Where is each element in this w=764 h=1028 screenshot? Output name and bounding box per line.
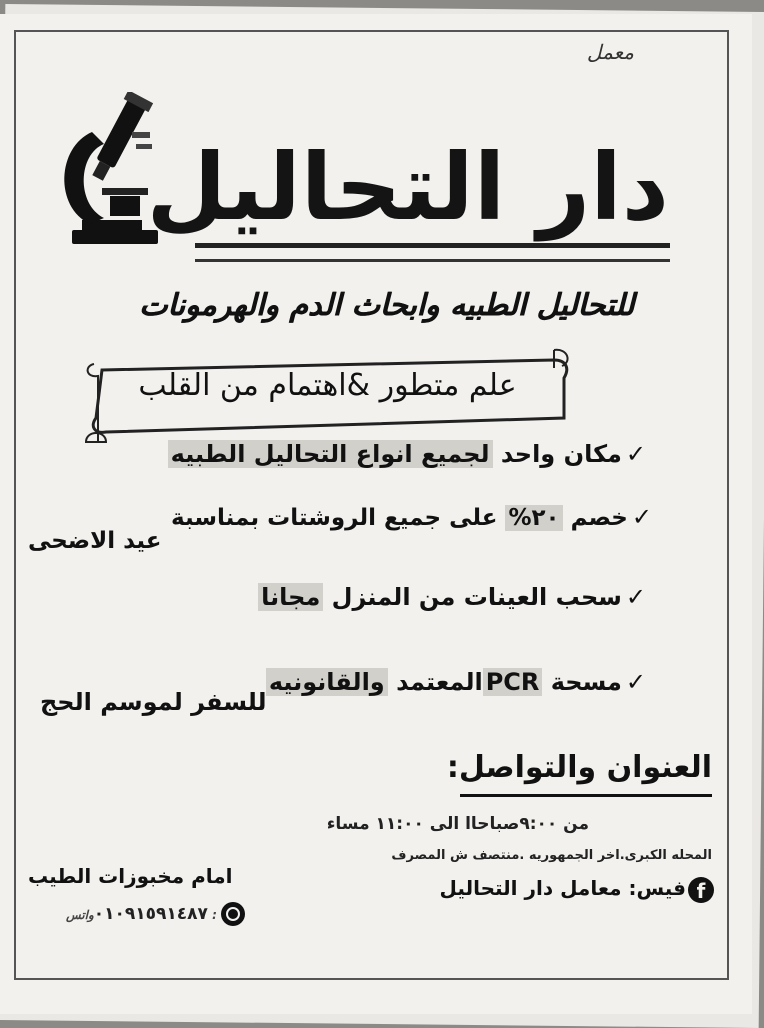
whatsapp-icon (221, 902, 245, 926)
service-highlight: ٢٠% (505, 505, 562, 531)
service-text: مسحة (542, 668, 622, 696)
facebook-page: فيس: معامل دار التحاليل (439, 876, 686, 900)
service-highlight-2: والقانونيه (266, 668, 388, 696)
checkmark-icon: ✓ (625, 668, 646, 696)
service-item-home-sampling (258, 583, 646, 611)
address-line-1: المحله الكبرى.اخر الجمهوريه .منتصف ش المصرف (391, 848, 712, 863)
service-pcr-continuation: للسفر لموسم الحج (40, 688, 267, 716)
service-discount-continuation: عيد الاضحى (28, 528, 162, 554)
facebook-row (440, 876, 714, 903)
opening-hours: من ٩:٠٠صباحاا الى ١١:٠٠ مساء (326, 814, 589, 834)
service-item-all-tests (168, 440, 646, 468)
brand-underline-thick (195, 243, 670, 248)
checkmark-icon: ✓ (631, 503, 652, 531)
slogan: علم متطور &اهتمام من القلب (138, 368, 517, 403)
whatsapp-number: ٠١٠٩١٥٩١٤٨٧ (93, 904, 208, 924)
whatsapp-row (62, 902, 245, 926)
service-item-pcr (266, 668, 646, 696)
service-highlight: مجانا (258, 583, 323, 611)
service-text-after: على جميع الروشتات بمناسبة (171, 505, 506, 531)
service-highlight: لجميع انواع التحاليل الطبيه (168, 440, 493, 468)
contact-heading: العنوان والتواصل: (446, 750, 712, 785)
lab-word: معمل (586, 40, 634, 64)
checkmark-icon: ✓ (625, 440, 646, 468)
address-line-2: امام مخبوزات الطيب (28, 864, 233, 888)
service-highlight: PCR (483, 668, 543, 696)
contact-heading-underline (460, 794, 712, 797)
subtitle: للتحاليل الطبيه وابحاث الدم والهرمونات (139, 288, 634, 323)
whatsapp-label: واتس : (66, 908, 217, 922)
service-text: سحب العينات من المنزل (323, 583, 622, 611)
checkmark-icon: ✓ (625, 583, 646, 611)
service-text-after: المعتمد (387, 668, 483, 696)
brand-underline-thin (195, 259, 670, 262)
brand-name: دار التحاليل (146, 134, 669, 241)
service-text: خصم (562, 505, 628, 531)
service-item-discount (171, 503, 652, 531)
facebook-icon: f (688, 877, 714, 903)
service-text: مكان واحد (492, 440, 622, 468)
